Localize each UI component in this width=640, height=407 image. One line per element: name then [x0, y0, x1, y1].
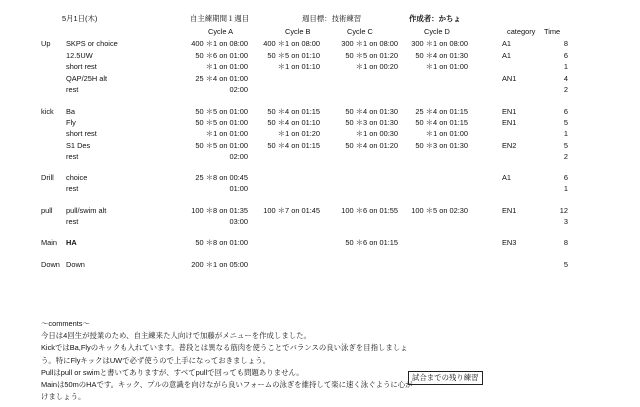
- author-label: 作成者：かちょ: [409, 14, 461, 23]
- cycle-d-cell: 100 ＊5 on 02:30: [411, 206, 468, 215]
- category-cell: A1: [502, 173, 512, 182]
- cycle-d-cell: 300 ＊1 on 08:00: [411, 39, 468, 48]
- cycle-a-cell: 25 ＊8 on 00:45: [195, 173, 248, 182]
- cycle-c-cell: ＊1 on 00:30: [355, 129, 398, 138]
- comment-line: 今日は4回生が授業のため、自主練来た人向けで加藤がメニューを作成しました。: [41, 331, 311, 341]
- section-label: Main: [41, 238, 58, 247]
- time-cell: 1: [563, 62, 568, 71]
- time-cell: 2: [563, 85, 568, 94]
- date-label: 5月1日(木): [62, 14, 98, 23]
- time-cell: 6: [563, 51, 568, 60]
- cycle-b-cell: 100 ＊7 on 01:45: [263, 206, 320, 215]
- item-label: short rest: [66, 129, 97, 138]
- cycle-b-cell: 400 ＊1 on 08:00: [263, 39, 320, 48]
- category-cell: EN1: [502, 107, 517, 116]
- item-label: short rest: [66, 62, 97, 71]
- time-cell: 6: [563, 107, 568, 116]
- cycle-d-cell: ＊1 on 01:00: [425, 62, 468, 71]
- cycle-d-header: Cycle D: [424, 27, 450, 36]
- section-label: pull: [41, 206, 53, 215]
- cycle-a-cell: 50 ＊5 on 01:00: [195, 107, 248, 116]
- time-cell: 4: [563, 74, 568, 83]
- item-label: Fly: [66, 118, 76, 127]
- time-cell: 12: [559, 206, 568, 215]
- item-label: choice: [66, 173, 88, 182]
- period-label: 自主練期間１週目: [190, 14, 250, 23]
- cycle-c-cell: 100 ＊6 on 01:55: [341, 206, 398, 215]
- item-label: rest: [66, 184, 79, 193]
- time-cell: 5: [563, 141, 568, 150]
- item-label: Down: [66, 260, 85, 269]
- item-label: rest: [66, 85, 79, 94]
- cycle-c-cell: 50 ＊4 on 01:20: [345, 141, 398, 150]
- time-cell: 2: [563, 152, 568, 161]
- cycle-a-cell: 02:00: [229, 85, 248, 94]
- section-label: Drill: [41, 173, 54, 182]
- comment-line: KickではBa,Flyのキックも入れています。普段とは異なる筋肉を使うことでバランスの良い泳ぎを目指しましょ: [41, 343, 408, 353]
- time-cell: 8: [563, 238, 568, 247]
- category-cell: EN3: [502, 238, 517, 247]
- cycle-a-cell: 200 ＊1 on 05:00: [191, 260, 248, 269]
- comment-line: Pullはpull or swimと書いてありますが、すべてpullで回っても問題ありません。: [41, 367, 304, 377]
- cycle-c-cell: 50 ＊5 on 01:20: [345, 51, 398, 60]
- item-label: S1 Des: [66, 141, 91, 150]
- time-header: Time: [544, 27, 561, 36]
- cycle-c-cell: ＊1 on 00:20: [355, 62, 398, 71]
- item-label: Ba: [66, 107, 76, 116]
- cycle-a-cell: 25 ＊4 on 01:00: [195, 74, 248, 83]
- section-label: Down: [41, 260, 60, 269]
- comments-title: 〜comments〜: [41, 319, 90, 328]
- item-label: QAP/25H alt: [66, 74, 108, 83]
- cycle-a-cell: 01:00: [229, 184, 248, 193]
- cycle-a-cell: 02:00: [229, 152, 248, 161]
- cycle-a-cell: 50 ＊6 on 01:00: [195, 51, 248, 60]
- cycle-d-cell: ＊1 on 01:00: [425, 129, 468, 138]
- item-label: rest: [66, 217, 79, 226]
- cycle-a-cell: 50 ＊8 on 01:00: [195, 238, 248, 247]
- category-cell: EN1: [502, 206, 517, 215]
- time-cell: 1: [563, 129, 568, 138]
- cycle-a-header: Cycle A: [208, 27, 234, 36]
- cycle-d-cell: 50 ＊4 on 01:30: [415, 51, 468, 60]
- comment-line: けましょう。: [41, 392, 86, 402]
- cycle-a-cell: 50 ＊5 on 01:00: [195, 141, 248, 150]
- time-cell: 6: [563, 173, 568, 182]
- item-label: 12.5UW: [66, 51, 93, 60]
- cycle-a-cell: 100 ＊8 on 01:35: [191, 206, 248, 215]
- time-cell: 8: [563, 39, 568, 48]
- remaining-practice-box: 試合までの残り練習: [408, 371, 483, 385]
- cycle-d-cell: 50 ＊3 on 01:30: [415, 141, 468, 150]
- weekly-goal-label: 週目標：技術練習: [302, 14, 362, 23]
- category-cell: EN2: [502, 141, 517, 150]
- cycle-c-cell: 50 ＊4 on 01:30: [345, 107, 398, 116]
- cycle-c-cell: 300 ＊1 on 08:00: [341, 39, 398, 48]
- cycle-a-cell: 03:00: [229, 217, 248, 226]
- time-cell: 3: [563, 217, 568, 226]
- cycle-b-cell: 50 ＊4 on 01:10: [267, 118, 320, 127]
- comments-section: [41, 318, 521, 403]
- time-cell: 5: [563, 118, 568, 127]
- item-label: pull/swim alt: [66, 206, 107, 215]
- time-cell: 1: [563, 184, 568, 193]
- category-cell: A1: [502, 51, 512, 60]
- time-cell: 5: [563, 260, 568, 269]
- cycle-d-cell: 25 ＊4 on 01:15: [415, 107, 468, 116]
- cycle-b-cell: ＊1 on 01:10: [277, 62, 320, 71]
- section-label: Up: [41, 39, 51, 48]
- item-label: HA: [66, 238, 77, 247]
- cycle-a-cell: 400 ＊1 on 08:00: [191, 39, 248, 48]
- cycle-a-cell: ＊1 on 01:00: [205, 129, 248, 138]
- cycle-c-cell: 50 ＊6 on 01:15: [345, 238, 398, 247]
- cycle-c-header: Cycle C: [347, 27, 373, 36]
- cycle-d-cell: 50 ＊4 on 01:15: [415, 118, 468, 127]
- category-cell: EN1: [502, 118, 517, 127]
- section-label: kick: [41, 107, 54, 116]
- cycle-c-cell: 50 ＊3 on 01:30: [345, 118, 398, 127]
- cycle-a-cell: 50 ＊5 on 01:00: [195, 118, 248, 127]
- comment-line: う。特にFlyキックはUWで必ず使うので上手になっておきましょう。: [41, 355, 270, 365]
- category-cell: A1: [502, 39, 512, 48]
- category-cell: AN1: [502, 74, 517, 83]
- item-label: SKPS or choice: [66, 39, 118, 48]
- cycle-a-cell: ＊1 on 01:00: [205, 62, 248, 71]
- cycle-b-cell: 50 ＊4 on 01:15: [267, 107, 320, 116]
- cycle-b-cell: 50 ＊5 on 01:10: [267, 51, 320, 60]
- cycle-b-cell: 50 ＊4 on 01:15: [267, 141, 320, 150]
- cycle-b-cell: ＊1 on 01:20: [277, 129, 320, 138]
- comment-line: Mainは50mのHAです。キック、プルの意識を向けながら良いフォームの泳ぎを維持して楽に速く泳ぐように心が: [41, 380, 413, 390]
- category-header: category: [507, 27, 536, 36]
- item-label: rest: [66, 152, 79, 161]
- cycle-b-header: Cycle B: [285, 27, 311, 36]
